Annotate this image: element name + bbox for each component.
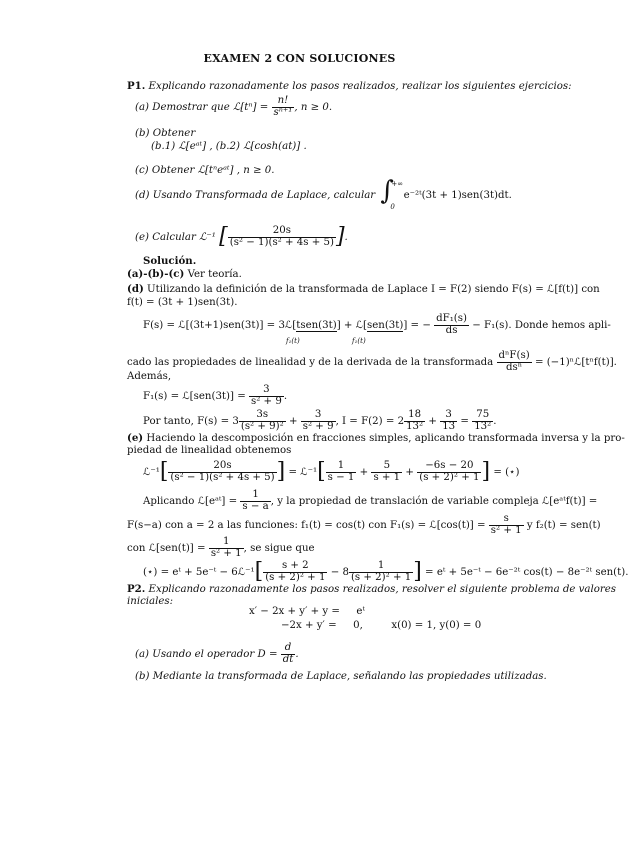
e-eq-frac3	[371, 461, 402, 483]
p2-label: P2.	[127, 583, 146, 595]
sol-abc-text: Ver teoría.	[187, 269, 242, 280]
pt-frac3	[404, 410, 425, 432]
p1-e-label: (e)	[135, 232, 149, 244]
e-eq-num2: 1	[326, 461, 357, 473]
sol-con-line	[127, 537, 315, 559]
sol-d-line2: f(t) = (3t + 1)sen(3t).	[127, 297, 238, 308]
p2-sys1	[249, 606, 365, 619]
pt-den4: 13	[442, 420, 456, 432]
eq1-part-c: ] = −	[403, 320, 431, 332]
con-frac	[209, 537, 244, 559]
sol-abc-label: (a)-(b)-(c)	[127, 268, 185, 280]
p2-a-num: d	[281, 643, 296, 655]
sol-star-eq	[143, 561, 628, 583]
pt-den5: 13²	[474, 420, 492, 432]
p1-item-c	[135, 165, 275, 178]
bracket-open: [	[254, 559, 264, 585]
sol-e-line1-text: Haciendo la descomposición en fracciones simples, aplicando transformada inversa y la pro-	[146, 433, 625, 444]
star-den2: (s + 2)² + 1	[350, 571, 412, 583]
p1-d-integral	[378, 176, 404, 211]
bracket-open: [	[159, 459, 169, 485]
eq1-brace-label-2: f₁(t)	[352, 337, 366, 345]
p1-b-text: Obtener	[152, 128, 196, 139]
p1-header	[127, 80, 572, 94]
p2-a-frac	[281, 642, 299, 665]
sol-d-line3	[127, 351, 617, 373]
p2-item-a	[135, 643, 299, 665]
bracket-close: ]	[335, 224, 345, 250]
p1-a-tail: , n ≥ 0.	[294, 102, 333, 114]
pt-num3: 18	[404, 410, 425, 422]
star-den1: (s + 2)² + 1	[265, 571, 326, 583]
p1-a-fraction	[272, 96, 295, 118]
star-frac2	[349, 561, 413, 583]
sol-d-label: (d)	[127, 283, 144, 295]
sol-e-line2: piedad de linealidad obtenemos	[127, 445, 292, 456]
e-eq-c: +	[359, 467, 369, 479]
pt-frac4	[440, 410, 457, 432]
sol-f1-eq	[143, 385, 287, 407]
sys1-right: eᵗ	[356, 606, 365, 617]
d-line3-fraction	[497, 351, 532, 373]
d-line3-num: dⁿF(s)	[498, 350, 530, 361]
pt-num5: 75	[472, 410, 493, 422]
con-num: 1	[209, 537, 244, 549]
pt-d: +	[428, 416, 437, 428]
fs-den: s² + 1	[490, 524, 522, 536]
e-eq-frac1	[168, 461, 276, 483]
p2-a-text: Usando el operador D =	[152, 649, 278, 661]
eq1-underbrace-1: tsen(3t)	[296, 320, 337, 332]
fs-a: F(s−a) con a = 2 a las funciones: f₁(t) = cos(t) con F₁(s) = ℒ[cos(t)] =	[127, 520, 486, 532]
integral-sign: ∫	[380, 176, 394, 206]
p2-prompt1: Explicando razonadamente los pasos realizados, resolver el siguiente problema de valores	[148, 584, 617, 595]
bracket-close: ]	[413, 559, 422, 585]
page-title: EXAMEN 2 CON SOLUCIONES	[203, 52, 396, 65]
star-a: (⋆) = eᵗ + 5e⁻ᵗ − 6ℒ⁻¹	[143, 567, 255, 579]
sol-e-line1	[127, 432, 625, 446]
eq1-part-d: − F₁(s). Donde hemos apli-	[472, 320, 611, 332]
p1-e-num: 20s	[228, 226, 336, 238]
p2-header	[127, 583, 616, 597]
pt-num2: 3	[301, 410, 336, 422]
ap-num: 1	[240, 490, 270, 502]
bracket-close: ]	[481, 459, 491, 485]
star-c: = eᵗ + 5e⁻ᵗ − 6e⁻²ᵗ cos(t) − 8e⁻²ᵗ sen(t).	[425, 567, 628, 579]
p2-item-b	[135, 671, 547, 684]
pt-frac5	[472, 410, 493, 432]
f1-fraction	[249, 385, 284, 407]
f1-tail: .	[283, 391, 288, 403]
p1-e-fraction	[228, 226, 336, 248]
f1-num: 3	[249, 385, 284, 397]
e-eq-den1: (s² − 1)(s² + 4s + 5)	[170, 471, 275, 483]
e-eq-d: +	[405, 467, 414, 479]
eq1-part-b: ] + ℒ[	[336, 320, 367, 332]
pt-num4: 3	[440, 410, 457, 422]
fs-num: s	[489, 514, 524, 526]
p1-a-den: sⁿ⁺¹	[273, 106, 293, 118]
eq1-fraction	[434, 314, 469, 336]
p1-a-num: n!	[272, 96, 295, 108]
p1-e-den: (s² − 1)(s² + 4s + 5)	[229, 236, 334, 248]
p1-item-a	[135, 96, 332, 118]
star-num1: s + 2	[263, 561, 327, 573]
sol-d-line1	[127, 283, 600, 297]
p1-d-integrand: e⁻²ᵗ(3t + 1)sen(3t)dt.	[403, 190, 512, 201]
p1-c-text: Obtener ℒ[tⁿeᵃᵗ] , n ≥ 0.	[151, 165, 275, 176]
sol-d-line3-tail: = (−1)ⁿℒ[tⁿf(t)].	[534, 357, 617, 369]
p1-a-text: Demostrar que ℒ[tⁿ] =	[152, 102, 269, 114]
p1-item-d	[135, 176, 512, 211]
p2-a-den: dt	[282, 653, 294, 665]
p1-d-label: (d)	[135, 190, 150, 201]
star-num2: 1	[349, 561, 413, 573]
e-eq-den4: (s + 2)² + 1	[419, 471, 480, 483]
e-eq-num4: −6s − 20	[417, 461, 481, 473]
pt-b: +	[288, 416, 298, 428]
eq1-underbrace-2: sen(3t)	[367, 320, 404, 332]
eq1-den: ds	[445, 324, 458, 336]
eq1-brace-label-1: f₁(t)	[286, 337, 300, 345]
sol-aplicando	[143, 490, 597, 512]
sol-e-eq	[143, 461, 519, 483]
d-line3-den: dsⁿ	[506, 361, 523, 373]
p1-a-label: (a)	[135, 102, 150, 114]
e-eq-den2: s − 1	[327, 471, 355, 483]
sol-e-label: (e)	[127, 432, 144, 444]
con-a: con ℒ[sen(t)] =	[127, 543, 206, 555]
p2-a-tail: .	[295, 649, 299, 661]
pt-a: Por tanto, F(s) = 3	[143, 416, 239, 428]
f1-part-a: F₁(s) = ℒ[sen(3t)] =	[143, 391, 246, 403]
sys2-initial-conditions: x(0) = 1, y(0) = 0	[391, 620, 482, 631]
integral-lower: 0	[390, 203, 395, 211]
sol-d-line3-text: cado las propiedades de linealidad y de la derivada de la transformada	[127, 357, 494, 369]
p1-b-label: (b)	[135, 128, 150, 139]
pt-den1: (s² + 9)²	[240, 420, 284, 432]
fs-b: y f₂(t) = sen(t)	[526, 520, 601, 532]
pt-c: , I = F(2) = 2	[335, 416, 405, 428]
sys1-left: x′ − 2x + y′ + y =	[249, 606, 340, 617]
con-b: , se sigue que	[243, 543, 315, 555]
fs-frac	[489, 514, 524, 536]
ap-frac	[240, 490, 270, 512]
sol-por-tanto	[143, 410, 497, 432]
p1-b-sub: (b.1) ℒ[eᵃᵗ] , (b.2) ℒ[cosh(at)] .	[151, 141, 307, 152]
con-den: s² + 1	[210, 547, 242, 559]
eq1-num: dF₁(s)	[436, 313, 467, 324]
ap-b: , y la propiedad de translación de variable compleja ℒ[eᵃᵗf(t)] =	[270, 496, 598, 508]
e-eq-frac4	[417, 461, 481, 483]
p1-prompt: Explicando razonadamente los pasos realizados, realizar los siguientes ejercicios:	[148, 81, 572, 92]
sol-d-eq1	[143, 314, 611, 336]
sol-d-line4: Además,	[127, 371, 172, 382]
p2-a-label: (a)	[135, 649, 150, 661]
p1-item-e	[135, 226, 348, 248]
p1-item-b	[135, 128, 195, 141]
sys2-right: 0,	[353, 620, 363, 631]
p1-c-label: (c)	[135, 165, 149, 176]
p1-e-text: Calcular ℒ⁻¹	[152, 232, 216, 244]
star-frac1	[263, 561, 327, 583]
p2-prompt2: iniciales:	[127, 596, 174, 607]
sol-d-line1-text: Utilizando la definición de la transformada de Laplace I = F(2) siendo F(s) = ℒ[f(t)] con	[147, 284, 600, 295]
p1-label: P1.	[127, 80, 146, 92]
e-eq-frac2	[326, 461, 357, 483]
ap-den: s − a	[242, 500, 269, 512]
e-eq-a: ℒ⁻¹	[143, 467, 160, 479]
p2-b-label: (b)	[135, 671, 150, 682]
eq1-part-a: F(s) = ℒ[(3t+1)sen(3t)] = 3ℒ[	[143, 320, 297, 332]
e-eq-num1: 20s	[168, 461, 276, 473]
bracket-open: [	[219, 224, 228, 250]
sys2-left: −2x + y′ =	[281, 620, 337, 631]
p1-e-tail: .	[344, 232, 348, 244]
pt-e: =	[460, 416, 469, 428]
e-eq-e: = (⋆)	[493, 467, 520, 479]
star-b: − 8	[330, 567, 349, 579]
pt-den3: 13²	[406, 420, 424, 432]
pt-frac2	[301, 410, 336, 432]
p1-d-text: Usando Transformada de Laplace, calcular	[152, 190, 376, 201]
sol-fs-line	[127, 514, 601, 536]
pt-f: .	[493, 416, 497, 428]
ap-a: Aplicando ℒ[eᵃᵗ] =	[143, 496, 238, 508]
p2-sys2	[281, 620, 481, 633]
e-eq-den3: s + 1	[373, 471, 401, 483]
pt-frac1	[239, 410, 286, 432]
p2-b-text: Mediante la transformada de Laplace, señalando las propiedades utilizadas.	[152, 671, 547, 682]
sol-abc	[127, 268, 242, 282]
pt-num1: 3s	[239, 410, 286, 422]
e-eq-b: = ℒ⁻¹	[288, 467, 318, 479]
integral-upper: +∞	[391, 180, 404, 188]
e-eq-num3: 5	[371, 461, 402, 473]
bracket-open: [	[317, 459, 326, 485]
bracket-close: ]	[276, 459, 286, 485]
solution-heading: Solución.	[143, 255, 197, 267]
f1-den: s² + 9	[251, 395, 282, 407]
pt-den2: s² + 9	[302, 420, 334, 432]
